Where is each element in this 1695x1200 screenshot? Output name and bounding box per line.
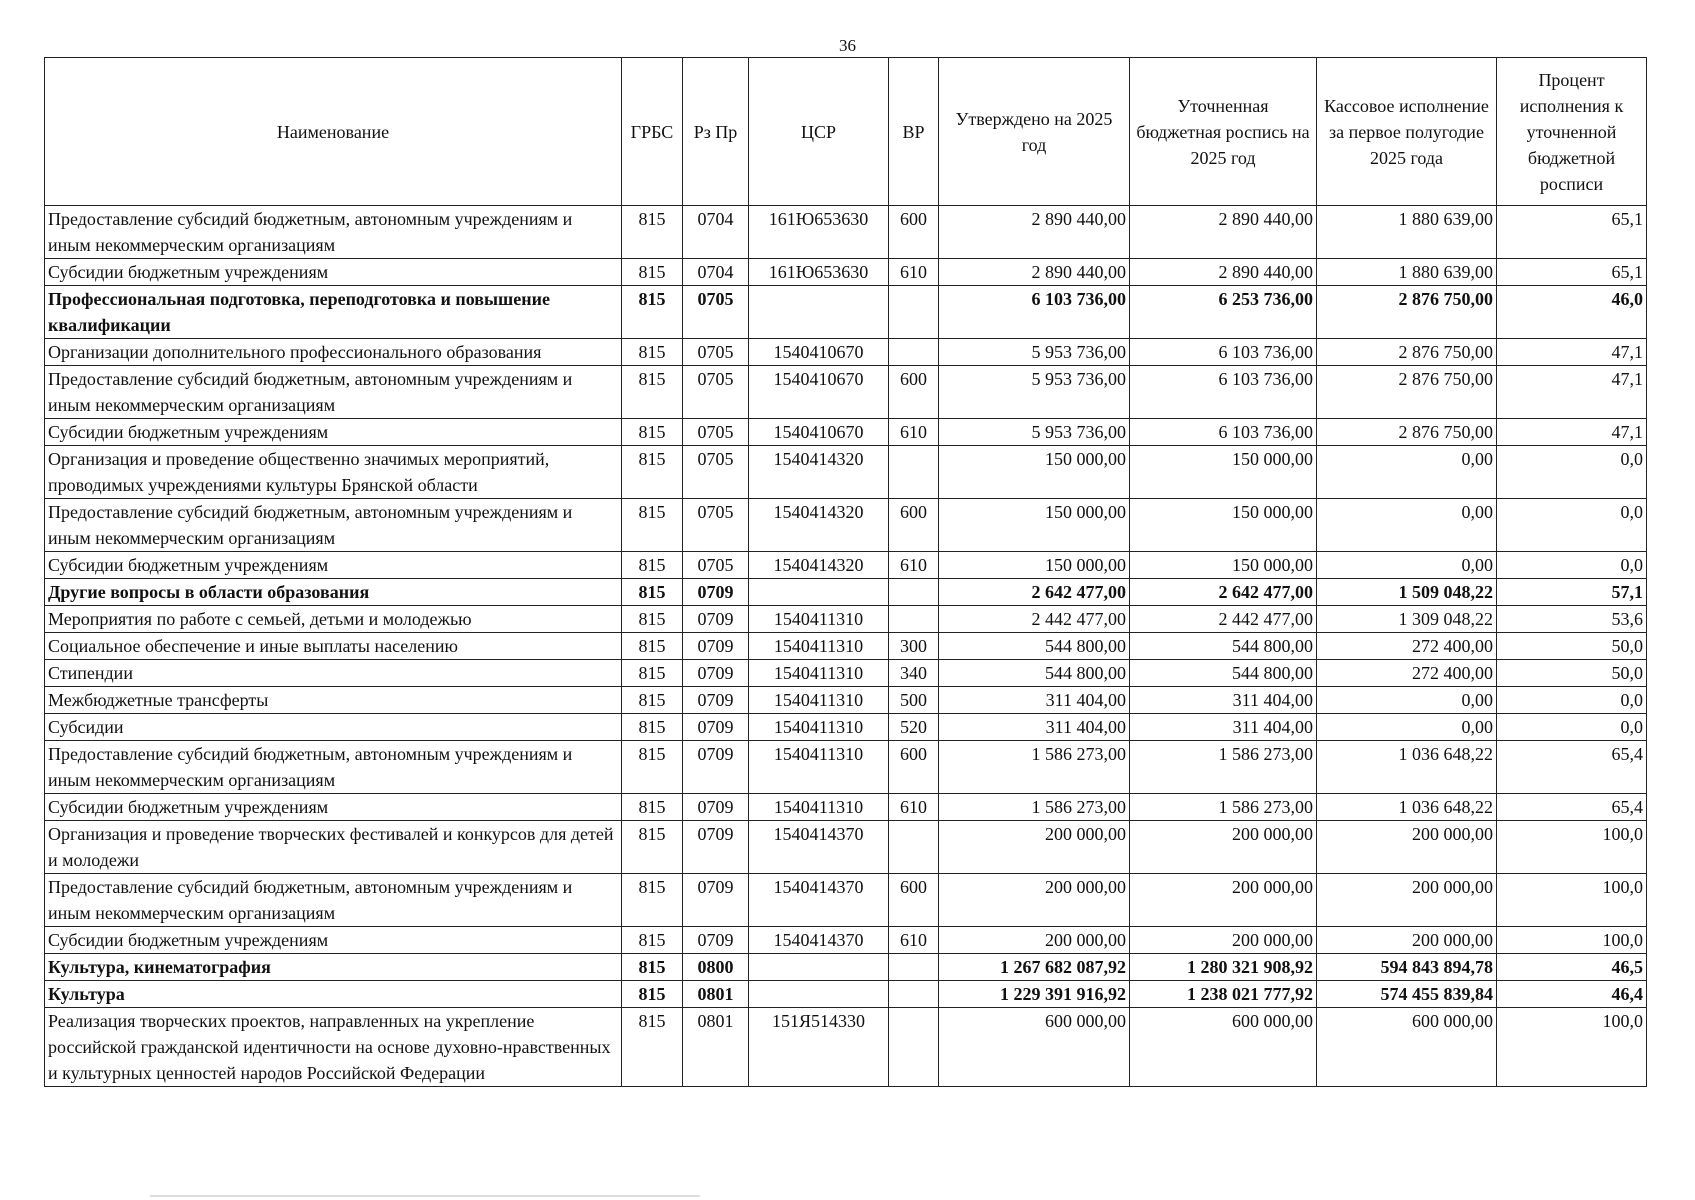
- cell-refined: 6 103 736,00: [1130, 366, 1317, 419]
- cell-csr: [749, 954, 889, 981]
- cell-percent: 100,0: [1497, 821, 1647, 874]
- cell-cash: 2 876 750,00: [1317, 339, 1497, 366]
- cell-cash: 1 509 048,22: [1317, 579, 1497, 606]
- cell-cash: 1 036 648,22: [1317, 794, 1497, 821]
- cell-vr: 340: [889, 660, 939, 687]
- cell-vr: 600: [889, 206, 939, 259]
- cell-rzpr: 0709: [683, 579, 749, 606]
- header-name: Наименование: [45, 58, 622, 206]
- cell-vr: 600: [889, 741, 939, 794]
- cell-approved: 150 000,00: [939, 552, 1130, 579]
- cell-refined: 311 404,00: [1130, 714, 1317, 741]
- cell-percent: 50,0: [1497, 633, 1647, 660]
- cell-csr: 1540411310: [749, 794, 889, 821]
- cell-name: Стипендии: [45, 660, 622, 687]
- cell-percent: 0,0: [1497, 446, 1647, 499]
- cell-rzpr: 0704: [683, 259, 749, 286]
- cell-approved: 5 953 736,00: [939, 339, 1130, 366]
- cell-grbs: 815: [622, 579, 683, 606]
- cell-vr: 600: [889, 874, 939, 927]
- cell-rzpr: 0709: [683, 794, 749, 821]
- cell-rzpr: 0709: [683, 660, 749, 687]
- cell-approved: 1 229 391 916,92: [939, 981, 1130, 1008]
- cell-vr: 610: [889, 794, 939, 821]
- cell-csr: 1540410670: [749, 366, 889, 419]
- table-row: [45, 874, 1647, 927]
- cell-approved: 2 442 477,00: [939, 606, 1130, 633]
- cell-grbs: 815: [622, 606, 683, 633]
- cell-refined: 200 000,00: [1130, 927, 1317, 954]
- cell-name: Субсидии бюджетным учреждениям: [45, 419, 622, 446]
- table-row: [45, 741, 1647, 794]
- cell-rzpr: 0709: [683, 821, 749, 874]
- cell-grbs: 815: [622, 499, 683, 552]
- cell-grbs: 815: [622, 339, 683, 366]
- cell-refined: 6 103 736,00: [1130, 339, 1317, 366]
- table-row: [45, 419, 1647, 446]
- cell-approved: 150 000,00: [939, 499, 1130, 552]
- cell-csr: 1540414320: [749, 552, 889, 579]
- cell-csr: 161Ю653630: [749, 206, 889, 259]
- cell-name: Предоставление субсидий бюджетным, автономным учреждениям и иным некоммерческим организациям: [45, 206, 622, 259]
- table-body: [45, 206, 1647, 1087]
- table-row: [45, 954, 1647, 981]
- cell-grbs: 815: [622, 714, 683, 741]
- cell-percent: 65,4: [1497, 741, 1647, 794]
- cell-grbs: 815: [622, 794, 683, 821]
- cell-approved: 2 642 477,00: [939, 579, 1130, 606]
- cell-rzpr: 0801: [683, 1008, 749, 1087]
- cell-cash: 1 309 048,22: [1317, 606, 1497, 633]
- cell-rzpr: 0704: [683, 206, 749, 259]
- table-row: [45, 606, 1647, 633]
- cell-approved: 1 586 273,00: [939, 741, 1130, 794]
- table-row: [45, 552, 1647, 579]
- cell-rzpr: 0800: [683, 954, 749, 981]
- cell-percent: 0,0: [1497, 687, 1647, 714]
- cell-grbs: 815: [622, 660, 683, 687]
- cell-csr: 1540410670: [749, 419, 889, 446]
- cell-csr: 1540414320: [749, 499, 889, 552]
- cell-name: Организация и проведение творческих фестивалей и конкурсов для детей и молодежи: [45, 821, 622, 874]
- header-csr: ЦСР: [749, 58, 889, 206]
- cell-grbs: 815: [622, 687, 683, 714]
- cell-percent: 0,0: [1497, 714, 1647, 741]
- cell-csr: 1540414370: [749, 874, 889, 927]
- table-row: [45, 366, 1647, 419]
- cell-percent: 47,1: [1497, 419, 1647, 446]
- table-row: [45, 714, 1647, 741]
- cell-cash: 0,00: [1317, 714, 1497, 741]
- cell-vr: [889, 446, 939, 499]
- cell-grbs: 815: [622, 874, 683, 927]
- cell-name: Субсидии бюджетным учреждениям: [45, 259, 622, 286]
- cell-cash: 0,00: [1317, 687, 1497, 714]
- cell-approved: 6 103 736,00: [939, 286, 1130, 339]
- cell-grbs: 815: [622, 206, 683, 259]
- cell-cash: 0,00: [1317, 446, 1497, 499]
- table-row: [45, 579, 1647, 606]
- cell-vr: 610: [889, 552, 939, 579]
- table-row: [45, 794, 1647, 821]
- cell-rzpr: 0709: [683, 927, 749, 954]
- table-row: [45, 660, 1647, 687]
- cell-name: Профессиональная подготовка, переподготовка и повышение квалификации: [45, 286, 622, 339]
- cell-refined: 1 586 273,00: [1130, 794, 1317, 821]
- table-row: [45, 821, 1647, 874]
- table-row: [45, 633, 1647, 660]
- cell-vr: [889, 821, 939, 874]
- cell-approved: 5 953 736,00: [939, 366, 1130, 419]
- cell-percent: 0,0: [1497, 499, 1647, 552]
- cell-cash: 2 876 750,00: [1317, 286, 1497, 339]
- cell-percent: 65,1: [1497, 206, 1647, 259]
- cell-name: Субсидии бюджетным учреждениям: [45, 552, 622, 579]
- cell-cash: 1 880 639,00: [1317, 206, 1497, 259]
- cell-csr: 1540414370: [749, 927, 889, 954]
- scan-artifact-line: [150, 1195, 700, 1197]
- cell-vr: 600: [889, 499, 939, 552]
- cell-refined: 311 404,00: [1130, 687, 1317, 714]
- cell-percent: 46,5: [1497, 954, 1647, 981]
- table-row: [45, 259, 1647, 286]
- cell-rzpr: 0709: [683, 741, 749, 794]
- cell-approved: 2 890 440,00: [939, 259, 1130, 286]
- cell-approved: 1 586 273,00: [939, 794, 1130, 821]
- cell-csr: 1540414370: [749, 821, 889, 874]
- cell-vr: 610: [889, 419, 939, 446]
- cell-refined: 1 586 273,00: [1130, 741, 1317, 794]
- cell-cash: 1 036 648,22: [1317, 741, 1497, 794]
- cell-name: Другие вопросы в области образования: [45, 579, 622, 606]
- cell-vr: [889, 579, 939, 606]
- cell-vr: [889, 286, 939, 339]
- cell-rzpr: 0709: [683, 714, 749, 741]
- cell-percent: 46,0: [1497, 286, 1647, 339]
- cell-refined: 1 280 321 908,92: [1130, 954, 1317, 981]
- cell-grbs: 815: [622, 821, 683, 874]
- cell-cash: 200 000,00: [1317, 821, 1497, 874]
- cell-approved: 544 800,00: [939, 633, 1130, 660]
- cell-refined: 600 000,00: [1130, 1008, 1317, 1087]
- cell-name: Субсидии: [45, 714, 622, 741]
- cell-name: Субсидии бюджетным учреждениям: [45, 794, 622, 821]
- header-percent: Процент исполнения к уточненной бюджетной росписи: [1497, 58, 1647, 206]
- cell-vr: [889, 954, 939, 981]
- cell-grbs: 815: [622, 981, 683, 1008]
- cell-name: Организации дополнительного профессионального образования: [45, 339, 622, 366]
- cell-rzpr: 0709: [683, 687, 749, 714]
- cell-name: Социальное обеспечение и иные выплаты населению: [45, 633, 622, 660]
- header-refined: Уточненная бюджетная роспись на 2025 год: [1130, 58, 1317, 206]
- cell-name: Субсидии бюджетным учреждениям: [45, 927, 622, 954]
- cell-percent: 46,4: [1497, 981, 1647, 1008]
- cell-grbs: 815: [622, 552, 683, 579]
- cell-rzpr: 0705: [683, 499, 749, 552]
- table-row: [45, 206, 1647, 259]
- cell-cash: 600 000,00: [1317, 1008, 1497, 1087]
- cell-csr: [749, 981, 889, 1008]
- cell-csr: 151Я514330: [749, 1008, 889, 1087]
- cell-refined: 2 890 440,00: [1130, 259, 1317, 286]
- cell-name: Культура, кинематография: [45, 954, 622, 981]
- cell-percent: 100,0: [1497, 927, 1647, 954]
- cell-refined: 150 000,00: [1130, 499, 1317, 552]
- header-grbs: ГРБС: [622, 58, 683, 206]
- cell-csr: [749, 286, 889, 339]
- cell-csr: 1540411310: [749, 741, 889, 794]
- cell-vr: [889, 1008, 939, 1087]
- cell-rzpr: 0705: [683, 446, 749, 499]
- cell-grbs: 815: [622, 259, 683, 286]
- cell-refined: 544 800,00: [1130, 633, 1317, 660]
- header-vr: ВР: [889, 58, 939, 206]
- cell-grbs: 815: [622, 446, 683, 499]
- cell-cash: 200 000,00: [1317, 874, 1497, 927]
- cell-cash: 0,00: [1317, 552, 1497, 579]
- table-row: [45, 286, 1647, 339]
- cell-refined: 6 103 736,00: [1130, 419, 1317, 446]
- cell-refined: 150 000,00: [1130, 552, 1317, 579]
- cell-grbs: 815: [622, 1008, 683, 1087]
- cell-approved: 2 890 440,00: [939, 206, 1130, 259]
- table-row: [45, 927, 1647, 954]
- cell-grbs: 815: [622, 954, 683, 981]
- cell-vr: [889, 606, 939, 633]
- cell-csr: 1540411310: [749, 660, 889, 687]
- cell-approved: 200 000,00: [939, 927, 1130, 954]
- cell-refined: 200 000,00: [1130, 821, 1317, 874]
- cell-csr: 161Ю653630: [749, 259, 889, 286]
- page-number: 36: [839, 36, 856, 55]
- cell-refined: 200 000,00: [1130, 874, 1317, 927]
- cell-rzpr: 0709: [683, 874, 749, 927]
- cell-csr: [749, 579, 889, 606]
- cell-cash: 200 000,00: [1317, 927, 1497, 954]
- cell-percent: 100,0: [1497, 874, 1647, 927]
- cell-name: Реализация творческих проектов, направленных на укрепление российской гражданской идентичности на основе духовно-нравственных и культурных ценностей народов Российской Федерации: [45, 1008, 622, 1087]
- budget-table: [44, 57, 1647, 1087]
- cell-grbs: 815: [622, 419, 683, 446]
- cell-vr: 500: [889, 687, 939, 714]
- cell-cash: 1 880 639,00: [1317, 259, 1497, 286]
- cell-cash: 2 876 750,00: [1317, 366, 1497, 419]
- cell-vr: 520: [889, 714, 939, 741]
- cell-approved: 200 000,00: [939, 874, 1130, 927]
- cell-vr: 610: [889, 927, 939, 954]
- cell-rzpr: 0709: [683, 633, 749, 660]
- cell-approved: 311 404,00: [939, 714, 1130, 741]
- table-row: [45, 339, 1647, 366]
- cell-rzpr: 0705: [683, 552, 749, 579]
- cell-csr: 1540414320: [749, 446, 889, 499]
- cell-name: Организация и проведение общественно значимых мероприятий, проводимых учреждениями культуры Брянской области: [45, 446, 622, 499]
- cell-cash: 574 455 839,84: [1317, 981, 1497, 1008]
- header-approved: Утверждено на 2025 год: [939, 58, 1130, 206]
- cell-rzpr: 0705: [683, 286, 749, 339]
- cell-vr: 300: [889, 633, 939, 660]
- header-row: [45, 58, 1647, 206]
- cell-percent: 100,0: [1497, 1008, 1647, 1087]
- cell-vr: 610: [889, 259, 939, 286]
- cell-grbs: 815: [622, 286, 683, 339]
- cell-name: Межбюджетные трансферты: [45, 687, 622, 714]
- cell-csr: 1540411310: [749, 714, 889, 741]
- cell-name: Предоставление субсидий бюджетным, автономным учреждениям и иным некоммерческим организациям: [45, 741, 622, 794]
- cell-refined: 2 442 477,00: [1130, 606, 1317, 633]
- cell-rzpr: 0705: [683, 339, 749, 366]
- cell-refined: 150 000,00: [1130, 446, 1317, 499]
- cell-percent: 50,0: [1497, 660, 1647, 687]
- cell-name: Предоставление субсидий бюджетным, автономным учреждениям и иным некоммерческим организациям: [45, 366, 622, 419]
- cell-approved: 544 800,00: [939, 660, 1130, 687]
- cell-approved: 311 404,00: [939, 687, 1130, 714]
- cell-approved: 1 267 682 087,92: [939, 954, 1130, 981]
- cell-vr: 600: [889, 366, 939, 419]
- table-row: [45, 687, 1647, 714]
- cell-refined: 1 238 021 777,92: [1130, 981, 1317, 1008]
- cell-refined: 2 642 477,00: [1130, 579, 1317, 606]
- cell-percent: 0,0: [1497, 552, 1647, 579]
- cell-approved: 600 000,00: [939, 1008, 1130, 1087]
- cell-percent: 65,4: [1497, 794, 1647, 821]
- cell-vr: [889, 981, 939, 1008]
- cell-cash: 2 876 750,00: [1317, 419, 1497, 446]
- cell-csr: 1540411310: [749, 633, 889, 660]
- cell-cash: 272 400,00: [1317, 633, 1497, 660]
- cell-name: Предоставление субсидий бюджетным, автономным учреждениям и иным некоммерческим организациям: [45, 499, 622, 552]
- cell-approved: 150 000,00: [939, 446, 1130, 499]
- cell-cash: 0,00: [1317, 499, 1497, 552]
- cell-grbs: 815: [622, 366, 683, 419]
- cell-cash: 272 400,00: [1317, 660, 1497, 687]
- cell-name: Мероприятия по работе с семьей, детьми и молодежью: [45, 606, 622, 633]
- cell-name: Предоставление субсидий бюджетным, автономным учреждениям и иным некоммерческим организациям: [45, 874, 622, 927]
- cell-percent: 57,1: [1497, 579, 1647, 606]
- cell-rzpr: 0801: [683, 981, 749, 1008]
- cell-cash: 594 843 894,78: [1317, 954, 1497, 981]
- cell-csr: 1540411310: [749, 687, 889, 714]
- cell-csr: 1540411310: [749, 606, 889, 633]
- cell-percent: 47,1: [1497, 366, 1647, 419]
- cell-percent: 53,6: [1497, 606, 1647, 633]
- cell-refined: 6 253 736,00: [1130, 286, 1317, 339]
- cell-rzpr: 0705: [683, 366, 749, 419]
- cell-percent: 65,1: [1497, 259, 1647, 286]
- cell-approved: 200 000,00: [939, 821, 1130, 874]
- cell-grbs: 815: [622, 741, 683, 794]
- cell-grbs: 815: [622, 927, 683, 954]
- cell-csr: 1540410670: [749, 339, 889, 366]
- cell-refined: 544 800,00: [1130, 660, 1317, 687]
- header-cash: Кассовое исполнение за первое полугодие 2025 года: [1317, 58, 1497, 206]
- table-row: [45, 1008, 1647, 1087]
- cell-approved: 5 953 736,00: [939, 419, 1130, 446]
- cell-rzpr: 0709: [683, 606, 749, 633]
- cell-grbs: 815: [622, 633, 683, 660]
- cell-percent: 47,1: [1497, 339, 1647, 366]
- table-row: [45, 981, 1647, 1008]
- table-row: [45, 499, 1647, 552]
- cell-vr: [889, 339, 939, 366]
- cell-refined: 2 890 440,00: [1130, 206, 1317, 259]
- header-rzpr: Рз Пр: [683, 58, 749, 206]
- cell-rzpr: 0705: [683, 419, 749, 446]
- table-row: [45, 446, 1647, 499]
- cell-name: Культура: [45, 981, 622, 1008]
